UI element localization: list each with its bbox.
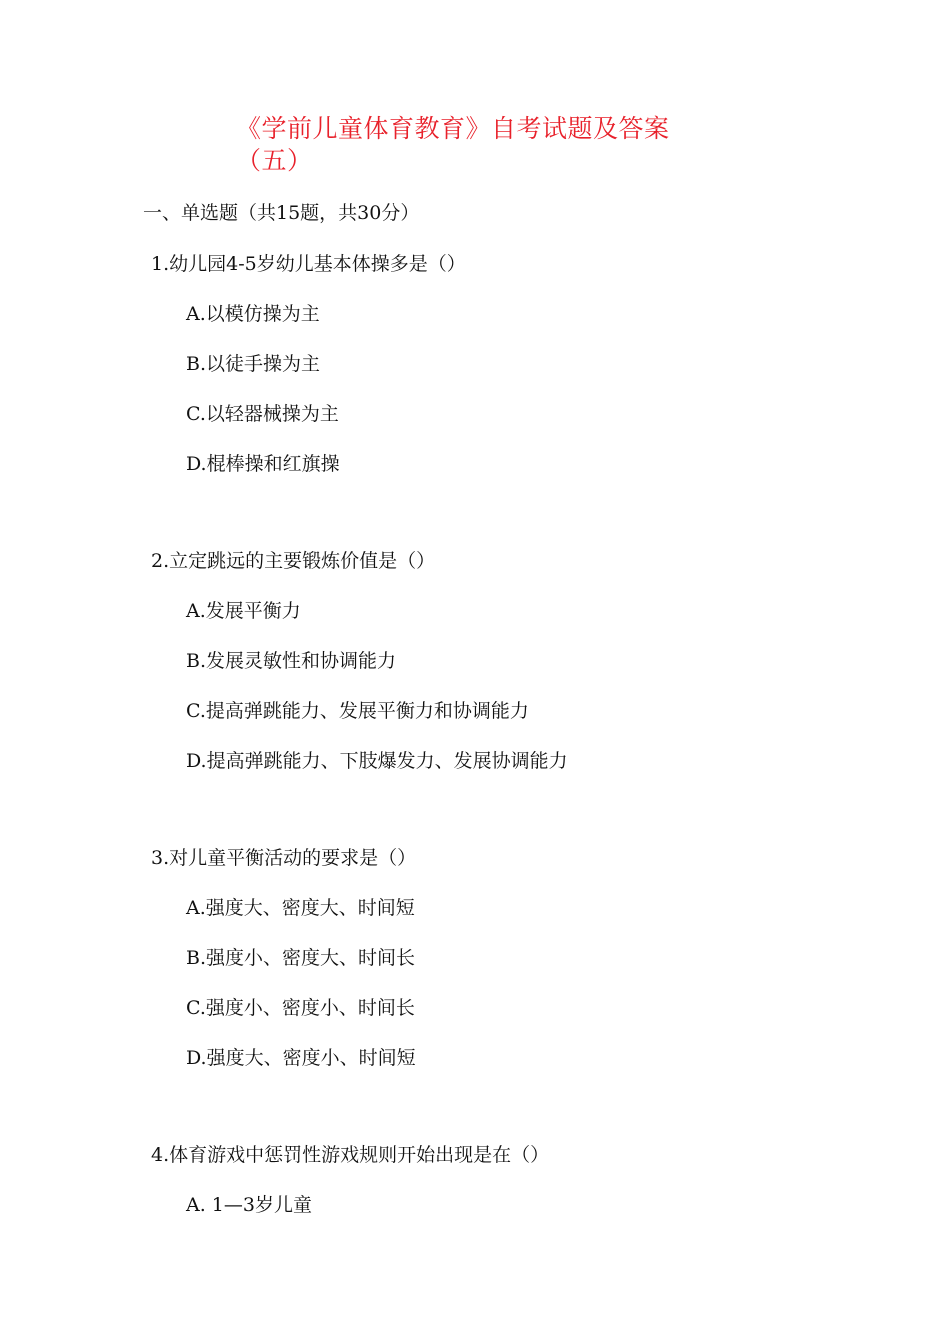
option-d: D.强度大、密度小、时间短	[186, 1047, 416, 1069]
option-a: A.以模仿操为主	[186, 303, 320, 325]
option-a: A.发展平衡力	[186, 600, 301, 622]
title-line-1: 《学前儿童体育教育》自考试题及答案	[236, 114, 670, 143]
option-b: B.发展灵敏性和协调能力	[186, 650, 397, 672]
option-b: B.强度小、密度大、时间长	[186, 947, 416, 969]
question-stem: 2.立定跳远的主要锻炼价值是（）	[151, 550, 436, 572]
option-a: A. 1—3岁儿童	[186, 1194, 312, 1216]
question-stem: 4.体育游戏中惩罚性游戏规则开始出现是在（）	[151, 1144, 550, 1166]
document-title	[236, 113, 696, 177]
question-stem: 1.幼儿园4-5岁幼儿基本体操多是（）	[151, 253, 466, 275]
question-stem: 3.对儿童平衡活动的要求是（）	[151, 847, 417, 869]
option-c: C.强度小、密度小、时间长	[186, 997, 415, 1019]
option-c: C.提高弹跳能力、发展平衡力和协调能力	[186, 700, 529, 722]
option-a: A.强度大、密度大、时间短	[186, 897, 415, 919]
option-b: B.以徒手操为主	[186, 353, 321, 375]
option-d: D.提高弹跳能力、下肢爆发力、发展协调能力	[186, 750, 568, 772]
section-heading: 一、单选题（共15题，共30分）	[143, 202, 420, 224]
title-line-2: （五）	[236, 146, 313, 175]
option-d: D.棍棒操和红旗操	[186, 453, 340, 475]
option-c: C.以轻器械操为主	[186, 403, 339, 425]
